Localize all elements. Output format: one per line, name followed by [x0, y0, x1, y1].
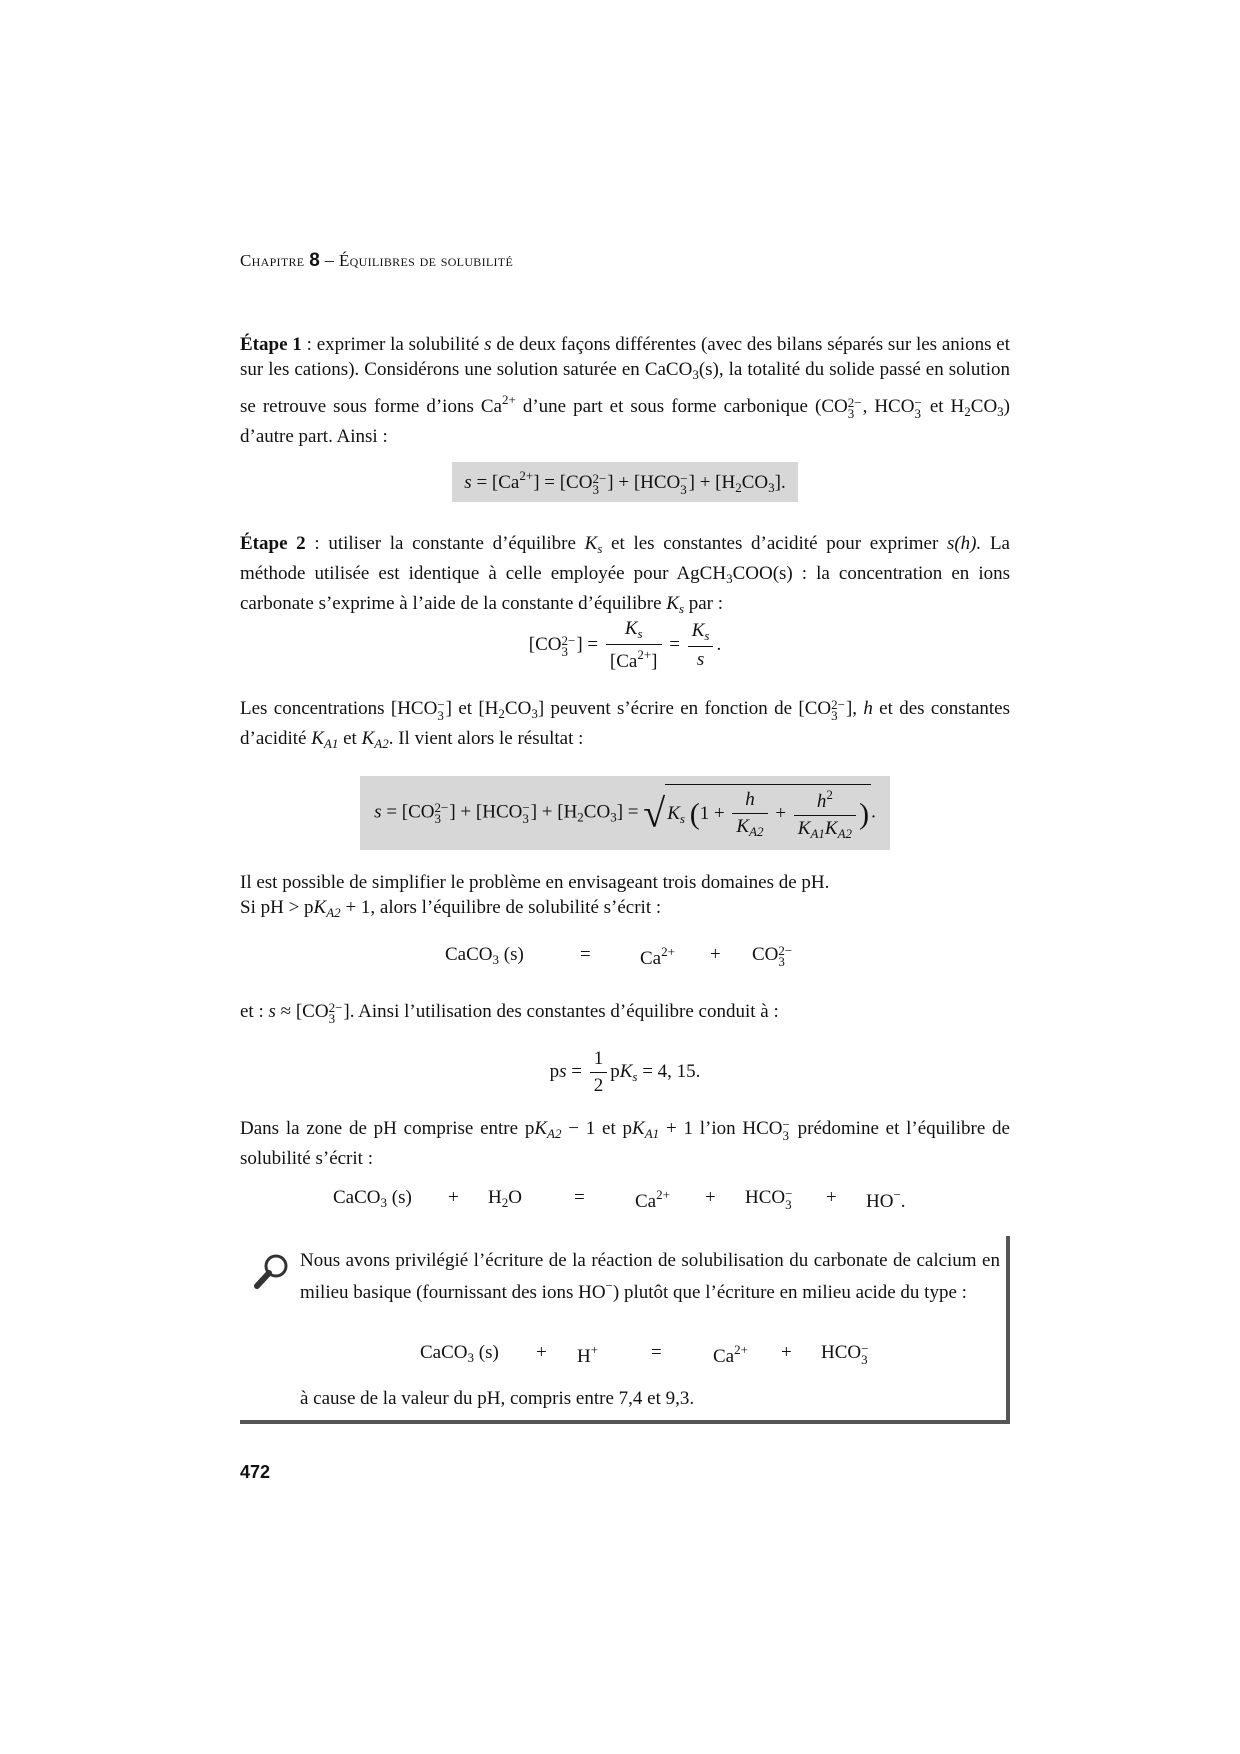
paragraph-3: Les concentrations [HCO− 3] et $[H_2CO_3]$ peuvent s’écrire en fonction de [CO2− 3 ], h et des constantes d’acidité $K_{A1}$ et $K_{A2}$. Il vient alors le résultat :: [240, 697, 1011, 751]
p3-text: ],: [845, 698, 864, 719]
remark-text: Nous avons privilégié l’écriture de la réaction de solubilisation du carbonate de calcium en milieu basique (fournissant des ions HO−) plutôt que l’écriture en milieu acide du type :: [300, 1250, 1000, 1303]
p3-text: et des constantes d’acidité: [240, 698, 1011, 749]
var-s: s: [484, 334, 492, 355]
header-dash: –: [320, 250, 339, 270]
equation-2: [CO2− 3 ] = $\frac{K_s}{[Ca^{2+}]}$ = $\frac{K_s}{s}$ .: [528, 618, 722, 672]
r1-left: CaCO$_3$ (s): [445, 944, 524, 967]
p3-text: et: [338, 728, 362, 749]
step1-text: , HCO: [862, 396, 915, 417]
p3-text: . Il vient alors le résultat :: [388, 728, 584, 749]
step1-label: Étape 1: [240, 334, 302, 355]
p5-text: ≈ [CO: [275, 1001, 329, 1022]
page-number: 472: [240, 1462, 271, 1482]
equation-1-box: $s = [Ca^{2+}] = [CO2-$ 3 ] + [HCO− $3] + [H_2CO_3]$.: [452, 462, 797, 502]
sub: 3: [914, 406, 921, 421]
remark-conclusion: à cause de la valeur du pH, compris entre 7,4 et 9,3.: [300, 1388, 695, 1409]
sup: −: [914, 395, 922, 410]
p3-text: ] et [H: [445, 698, 499, 719]
magnifier-icon: [252, 1252, 292, 1292]
sub: 3: [847, 406, 855, 421]
p5-text: ]. Ainsi l’utilisation des constantes d’équilibre conduit à :: [343, 1001, 779, 1022]
sup: 2+: [501, 392, 516, 407]
step1-text: CO: [970, 396, 998, 417]
running-header: [240, 250, 513, 272]
equation-3-box: s = [CO2− 3 ] + [HCO− $3] + [H_2CO_3]$ = √ $K_s$ (1 + $\frac{h}{K_{A2}}$ + $\frac{h^2}{K_{A1}K_{A2}}$ ) .: [360, 776, 890, 850]
step2-paragraph: Étape 2 : utiliser la constante d’équilibre $K_s$ et les constantes d’acidité pour exprimer s(h). La méthode utilisée est identique à celle employée pour AgCH$_3$COO(s) : la concentration en ions carbonate s’exprime à l’aide de la constante d’équilibre $K_s$ par :: [240, 533, 1010, 616]
sub: 2: [964, 404, 971, 419]
equation-1: [240, 462, 1010, 502]
p6-text: − 1 et p: [561, 1118, 633, 1139]
p3-text: CO: [504, 698, 532, 719]
sub: A1: [323, 736, 339, 751]
step1-text: ) d’autre part. Ainsi :: [240, 396, 1010, 447]
step1-text: d’une part et sous forme carbonique (CO: [515, 396, 848, 417]
step2-label: Étape 2: [240, 533, 306, 554]
p3-text: Les concentrations [HCO: [240, 698, 438, 719]
step1-text: et H: [922, 396, 965, 417]
p6-text: + 1 l’ion HCO: [659, 1118, 783, 1139]
paragraph-4: Il est possible de simplifier le problème en envisageant trois domaines de pH. Si pH > $pK_{A2} + 1$, alors l’équilibre de solubilité s’écrit :: [240, 872, 830, 920]
remark-frame-bottom: [240, 1420, 1010, 1424]
p5-text: et :: [240, 1001, 269, 1022]
remark-box: Nous avons privilégié l’écriture de la réaction de solubilisation du carbonate de calcium en milieu basique (fournissant des ions HO−) plutôt que l’écriture en milieu acide du type : CaCO$_3$ (s) + H+ = $Ca^{2+}$ + HCO− 3 à cause de la valeur du pH, compris entre 7,4 et 9,3.: [240, 1236, 1010, 1424]
p4-line1: Il est possible de simplifier le problème en envisageant trois domaines de pH.: [240, 872, 830, 893]
sub: s: [597, 541, 603, 556]
step2-text: La méthode utilisée est identique à celle employée pour AgCH: [240, 533, 1010, 584]
p3-text: ] peuvent s’écrire en fonction de [CO: [537, 698, 832, 719]
step2-text: et les constantes d’acidité pour exprimer: [602, 533, 947, 554]
remark-frame-right: [1006, 1236, 1010, 1424]
step2-text: par :: [684, 593, 724, 614]
step1-text: : exprimer la solubilité: [301, 334, 485, 355]
r1-equals: =: [580, 944, 591, 965]
sup: 2−: [847, 395, 862, 410]
r1-product1: $Ca^{2+}$: [640, 944, 675, 969]
p4-line2: Si pH > p: [240, 897, 314, 918]
r1-product2: CO2− 3: [752, 943, 793, 969]
p6-text: prédomine et l’équilibre de solubilité s’écrit :: [240, 1118, 1010, 1169]
chapter-number: 8: [309, 250, 321, 271]
p6-text: Dans la zone de pH comprise entre p: [240, 1118, 535, 1139]
step1-text: de deux façons différentes (avec des bilans séparés sur les anions et sur les cations). Considérons une solution saturée en CaCO: [240, 334, 1011, 380]
paragraph-5: et : s ≈ [CO2− 3 ]. Ainsi l’utilisation des constantes d’équilibre conduit à :: [240, 1000, 779, 1026]
paragraph-6: Dans la zone de pH comprise entre $pK_{A2} - 1$ et $pK_{A1} + 1$ l’ion HCO− 3 prédomine et l’équilibre de solubilité s’écrit :: [240, 1117, 1010, 1169]
var-h: h: [863, 698, 873, 719]
p4-line2: + 1, alors l’équilibre de solubilité s’écrit :: [340, 897, 662, 918]
step1-text: (s), la totalité du solide passé en solution se retrouve sous forme d’ions Ca: [240, 359, 1010, 417]
sub: A2: [374, 736, 389, 751]
equation-4: ps = $\frac{1}{2}$ $pK_s = 4$, 15.: [549, 1048, 701, 1096]
step1-paragraph: [240, 332, 1010, 449]
var-sh: s(h).: [946, 533, 982, 554]
chapter-word: Chapitre: [240, 251, 305, 270]
sub: 3: [692, 367, 699, 382]
chapter-title: Équilibres de solubilité: [339, 251, 514, 270]
equation-3: [240, 776, 1010, 850]
step2-text: : utiliser la constante d’équilibre: [305, 533, 585, 554]
r1-plus: +: [710, 944, 721, 965]
step2-text: COO(s) : la concentration en ions carbonate s’exprime à l’aide de la constante d’équilibre: [240, 563, 1010, 614]
sub: 3: [997, 404, 1004, 419]
var-k: K: [584, 533, 598, 554]
